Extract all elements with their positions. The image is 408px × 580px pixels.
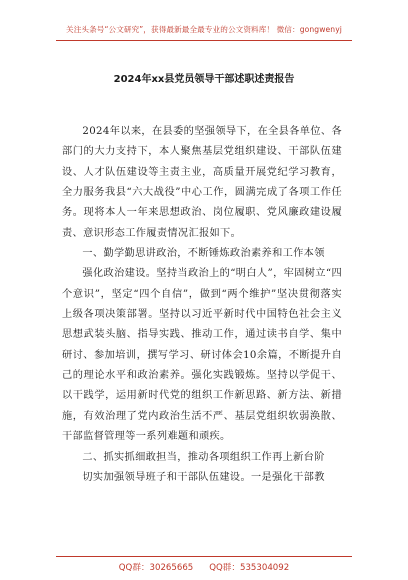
- document-body: [62, 122, 342, 488]
- document-title: 2024年xx县党员领导干部述职述责报告: [113, 74, 295, 85]
- section-heading-2: 二、抓实抓细敢担当，推动各项组织工作再上新台阶: [82, 451, 325, 463]
- header-banner: 关注头条号“公文研究”，获得最新最全最专业的公文资料库！ 微信：gongwenyj: [66, 25, 342, 34]
- section-heading-1: 一、勤学勤思讲政治，不断锤炼政治素养和工作本领: [82, 248, 325, 260]
- body-paragraph-continued: 切实加强领导班子和干部队伍建设。一是强化干部教: [82, 471, 325, 483]
- body-paragraph: 强化政治建设。坚持当政治上的“明白人”，牢固树立“四个意识”，坚定“四个自信”，做到“两个维护”坚决贯彻落实上级各项决策部署。坚持以习近平新时代中国特色社会主义思想武装头脑、指导实践、推动工作，通过读书自学、集中研讨、参加培训，撰写学习、研讨体会10余篇，不断提升自己的理论水平和政治素养。强化实践锻炼。坚持以学促干、以干践学，运用新时代党的组织工作新思路、新方法、新措施，有效治理了党内政治生活不严、基层党组织软弱涣散、干部监督管理等一系列难题和顽疾。: [62, 268, 342, 443]
- footer-divider: [56, 556, 352, 557]
- footer-qq-group-2: QQ群：535304092: [209, 563, 290, 573]
- header-divider: [56, 40, 352, 41]
- intro-paragraph: 2024年以来，在县委的坚强领导下，在全县各单位、各部门的大力支持下，本人聚焦基层党组织建设、干部队伍建设、人才队伍建设等主责主业，高质量开展党纪学习教育，全力服务我县“六大战役”中心工作，圆满完成了各项工作任务。现将本人一年来思想政治、岗位履职、党风廉政建设履责、意识形态工作履责情况汇报如下。: [62, 126, 342, 239]
- footer-qq-group-1: QQ群：30265665: [118, 563, 194, 573]
- footer-contacts: [0, 561, 408, 573]
